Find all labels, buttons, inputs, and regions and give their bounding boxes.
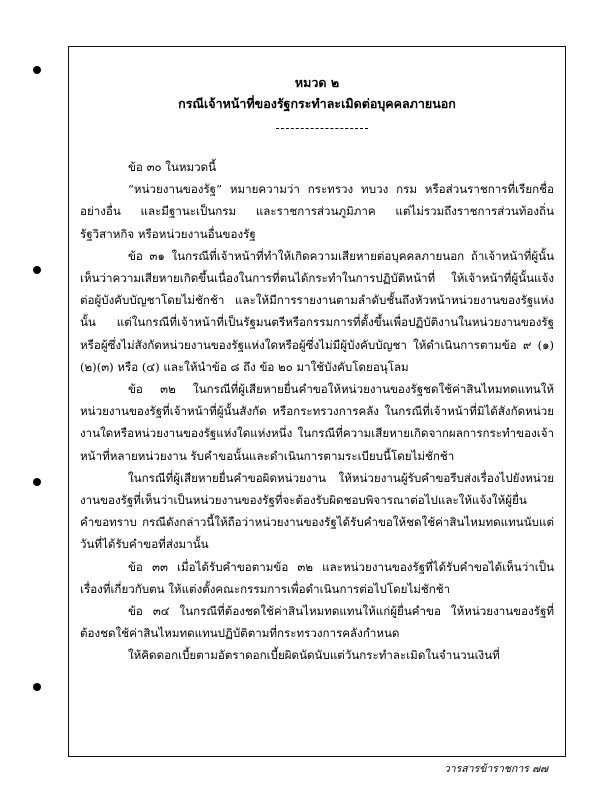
clause-32-continuation: ในกรณีที่ผู้เสียหายยื่นคำขอผิดหน่วยงาน ให้หน่วยงานผู้รับคำขอรีบส่งเรื่องไปยังหน่วยงานของรัฐที่เห็นว่าเป็นหน่วยงานของรัฐที่จะต้องรับผิดชอบพิจารณาต่อไปและให้แจ้งให้ผู้ยื่นคำขอทราบ กรณีดังกล่าวนี้ให้ถือว่าหน่วยงานของรัฐได้รับคำขอให้ชดใช้ค่าสินไหมทดแทนนับแต่วันที่ได้รับคำขอที่ส่งมานั้น xyxy=(80,470,554,552)
binder-hole-middle xyxy=(33,266,41,274)
definition-paragraph: “หน่วยงานของรัฐ” หมายความว่า กระทรวง ทบวง กรม หรือส่วนราชการที่เรียกชื่ออย่างอื่น และมีฐานะเป็นกรม และราชการส่วนภูมิภาค แต่ไม่รวมถึงราชการส่วนท้องถิ่น รัฐวิสาหกิจ หรือหน่วยงานอื่นของรัฐ xyxy=(80,182,554,241)
page-footer: วารสารข้าราชการ ๗๗ xyxy=(443,763,548,775)
document-body xyxy=(80,156,554,667)
clause-33: ข้อ ๓๓ เมื่อได้รับคำขอตามข้อ ๓๒ และหน่วยงานของรัฐที่ได้รับคำขอได้เห็นว่าเป็นเรื่องที่เกี่ยวกับตน ให้แต่งตั้งคณะกรรมการเพื่อดำเนินการต่อไปโดยไม่ชักช้า xyxy=(80,559,554,596)
clause-32: ข้อ ๓๒ ในกรณีที่ผู้เสียหายยื่นคำขอให้หน่วยงานของรัฐชดใช้ค่าสินไหมทดแทนให้หน่วยงานของรัฐที่เจ้าหน้าที่ผู้นั้นสังกัด หรือกระทรวงการคลัง ในกรณีที่เจ้าหน้าที่มิได้สังกัดหน่วยงานใดหรือหน่วยงานของรัฐแห่งใดแห่งหนึ่ง ในกรณีที่ความเสียหายเกิดจากผลการกระทำของเจ้าหน้าที่หลายหน่วยงาน รับคำขอนั้นและดำเนินการตามระเบียบนี้โดยไม่ชักช้า xyxy=(80,382,554,463)
clause-31: ข้อ ๓๑ ในกรณีที่เจ้าหน้าที่ทำให้เกิดความเสียหายต่อบุคคลภายนอก ถ้าเจ้าหน้าที่ผู้นั้นเห็นว่าความเสียหายเกิดขึ้นเนื่องในการที่ตนได้กระทำในการปฏิบัติหน้าที่ ให้เจ้าหน้าที่ผู้นั้นแจ้งต่อผู้บังคับบัญชาโดยไม่ชักช้า และให้มีการรายงานตามลำดับชั้นถึงหัวหน้าหน่วยงานของรัฐแห่งนั้น แต่ในกรณีที่เจ้าหน้าที่เป็นรัฐมนตรีหรือกรรมการที่ตั้งขึ้นเพื่อปฏิบัติงานในหน่วยงานของรัฐหรือผู้ซึ่งไม่สังกัดหน่วยงานของรัฐแห่งใดหรือผู้ซึ่งไม่มีผู้บังคับบัญชา ให้ดำเนินการตามข้อ ๙ (๑)(๒)(๓) หรือ (๔) และให้นำข้อ ๘ ถึง ข้อ ๒๐ มาใช้บังคับโดยอนุโลม xyxy=(80,248,554,374)
chapter-title: กรณีเจ้าหน้าที่ของรัฐกระทำละเมิดต่อบุคคลภายนอก xyxy=(178,96,456,111)
chapter-heading: หมวด ๒ xyxy=(294,75,340,90)
clause-30: ข้อ ๓๐ ในหมวดนี้ xyxy=(128,160,217,174)
clause-34: ข้อ ๓๔ ในกรณีที่ต้องชดใช้ค่าสินไหมทดแทนให้แก่ผู้ยื่นคำขอ ให้หน่วยงานของรัฐที่ต้องชดใช้ค่าสินไหมทดแทนปฏิบัติตามที่กระทรวงการคลังกำหนด xyxy=(80,604,554,641)
clause-34-continuation: ให้คิดดอกเบี้ยตามอัตราดอกเบี้ยผิดนัดนับแต่วันกระทำละเมิดในจำนวนเงินที่ xyxy=(128,648,500,663)
divider-line xyxy=(276,128,368,129)
binder-hole-top xyxy=(33,66,41,74)
binder-hole-lower xyxy=(33,478,41,486)
binder-hole-bottom xyxy=(33,683,41,691)
